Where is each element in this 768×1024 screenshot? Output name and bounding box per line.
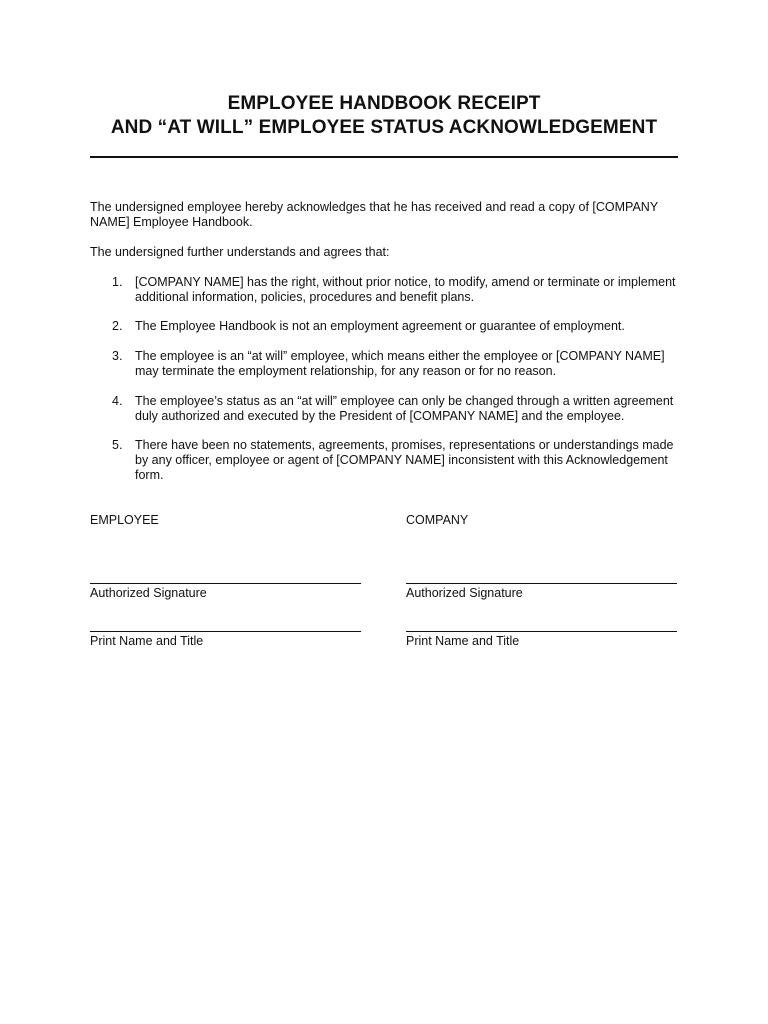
company-heading: COMPANY bbox=[406, 513, 469, 527]
intro-paragraph: The undersigned employee hereby acknowledges that he has received and read a copy of [COMPANY NAME] Employee Handbook. bbox=[90, 200, 658, 229]
document-title-line-1: EMPLOYEE HANDBOOK RECEIPT bbox=[227, 93, 541, 114]
company-name-label: Print Name and Title bbox=[406, 634, 520, 648]
list-item-number: 2. bbox=[112, 319, 123, 333]
title-divider bbox=[90, 156, 678, 158]
list-item-text: The employee’s status as an “at will” employee can only be changed through a written agreement duly authorized and executed by the President of [COMPANY NAME] and the employee. bbox=[135, 394, 674, 423]
employee-name-label: Print Name and Title bbox=[90, 634, 204, 648]
document-title-line-2: AND “AT WILL” EMPLOYEE STATUS ACKNOWLEDGEMENT bbox=[110, 117, 658, 138]
agreement-lead: The undersigned further understands and agrees that: bbox=[90, 245, 390, 259]
list-item-text: The employee is an “at will” employee, which means either the employee or [COMPANY NAME] may terminate the employment relationship, for any reason or for no reason. bbox=[135, 349, 665, 378]
company-signature-label: Authorized Signature bbox=[406, 586, 523, 600]
employee-heading: EMPLOYEE bbox=[90, 513, 159, 527]
employee-signature-line bbox=[90, 583, 361, 584]
list-item-number: 1. bbox=[112, 275, 123, 289]
list-item-text: The Employee Handbook is not an employment agreement or guarantee of employment. bbox=[135, 319, 625, 333]
list-item-number: 3. bbox=[112, 349, 123, 363]
company-name-line bbox=[406, 631, 677, 632]
company-signature-line bbox=[406, 583, 677, 584]
list-item-text: There have been no statements, agreements, promises, representations or understandings made by any officer, employee or agent of [COMPANY NAME] inconsistent with this Acknowledgement form. bbox=[135, 438, 674, 482]
list-item-number: 5. bbox=[112, 438, 123, 452]
employee-name-line bbox=[90, 631, 361, 632]
list-item-text: [COMPANY NAME] has the right, without prior notice, to modify, amend or terminate or implement additional information, policies, procedures and benefit plans. bbox=[135, 275, 676, 304]
list-item-number: 4. bbox=[112, 394, 123, 408]
employee-signature-label: Authorized Signature bbox=[90, 586, 207, 600]
